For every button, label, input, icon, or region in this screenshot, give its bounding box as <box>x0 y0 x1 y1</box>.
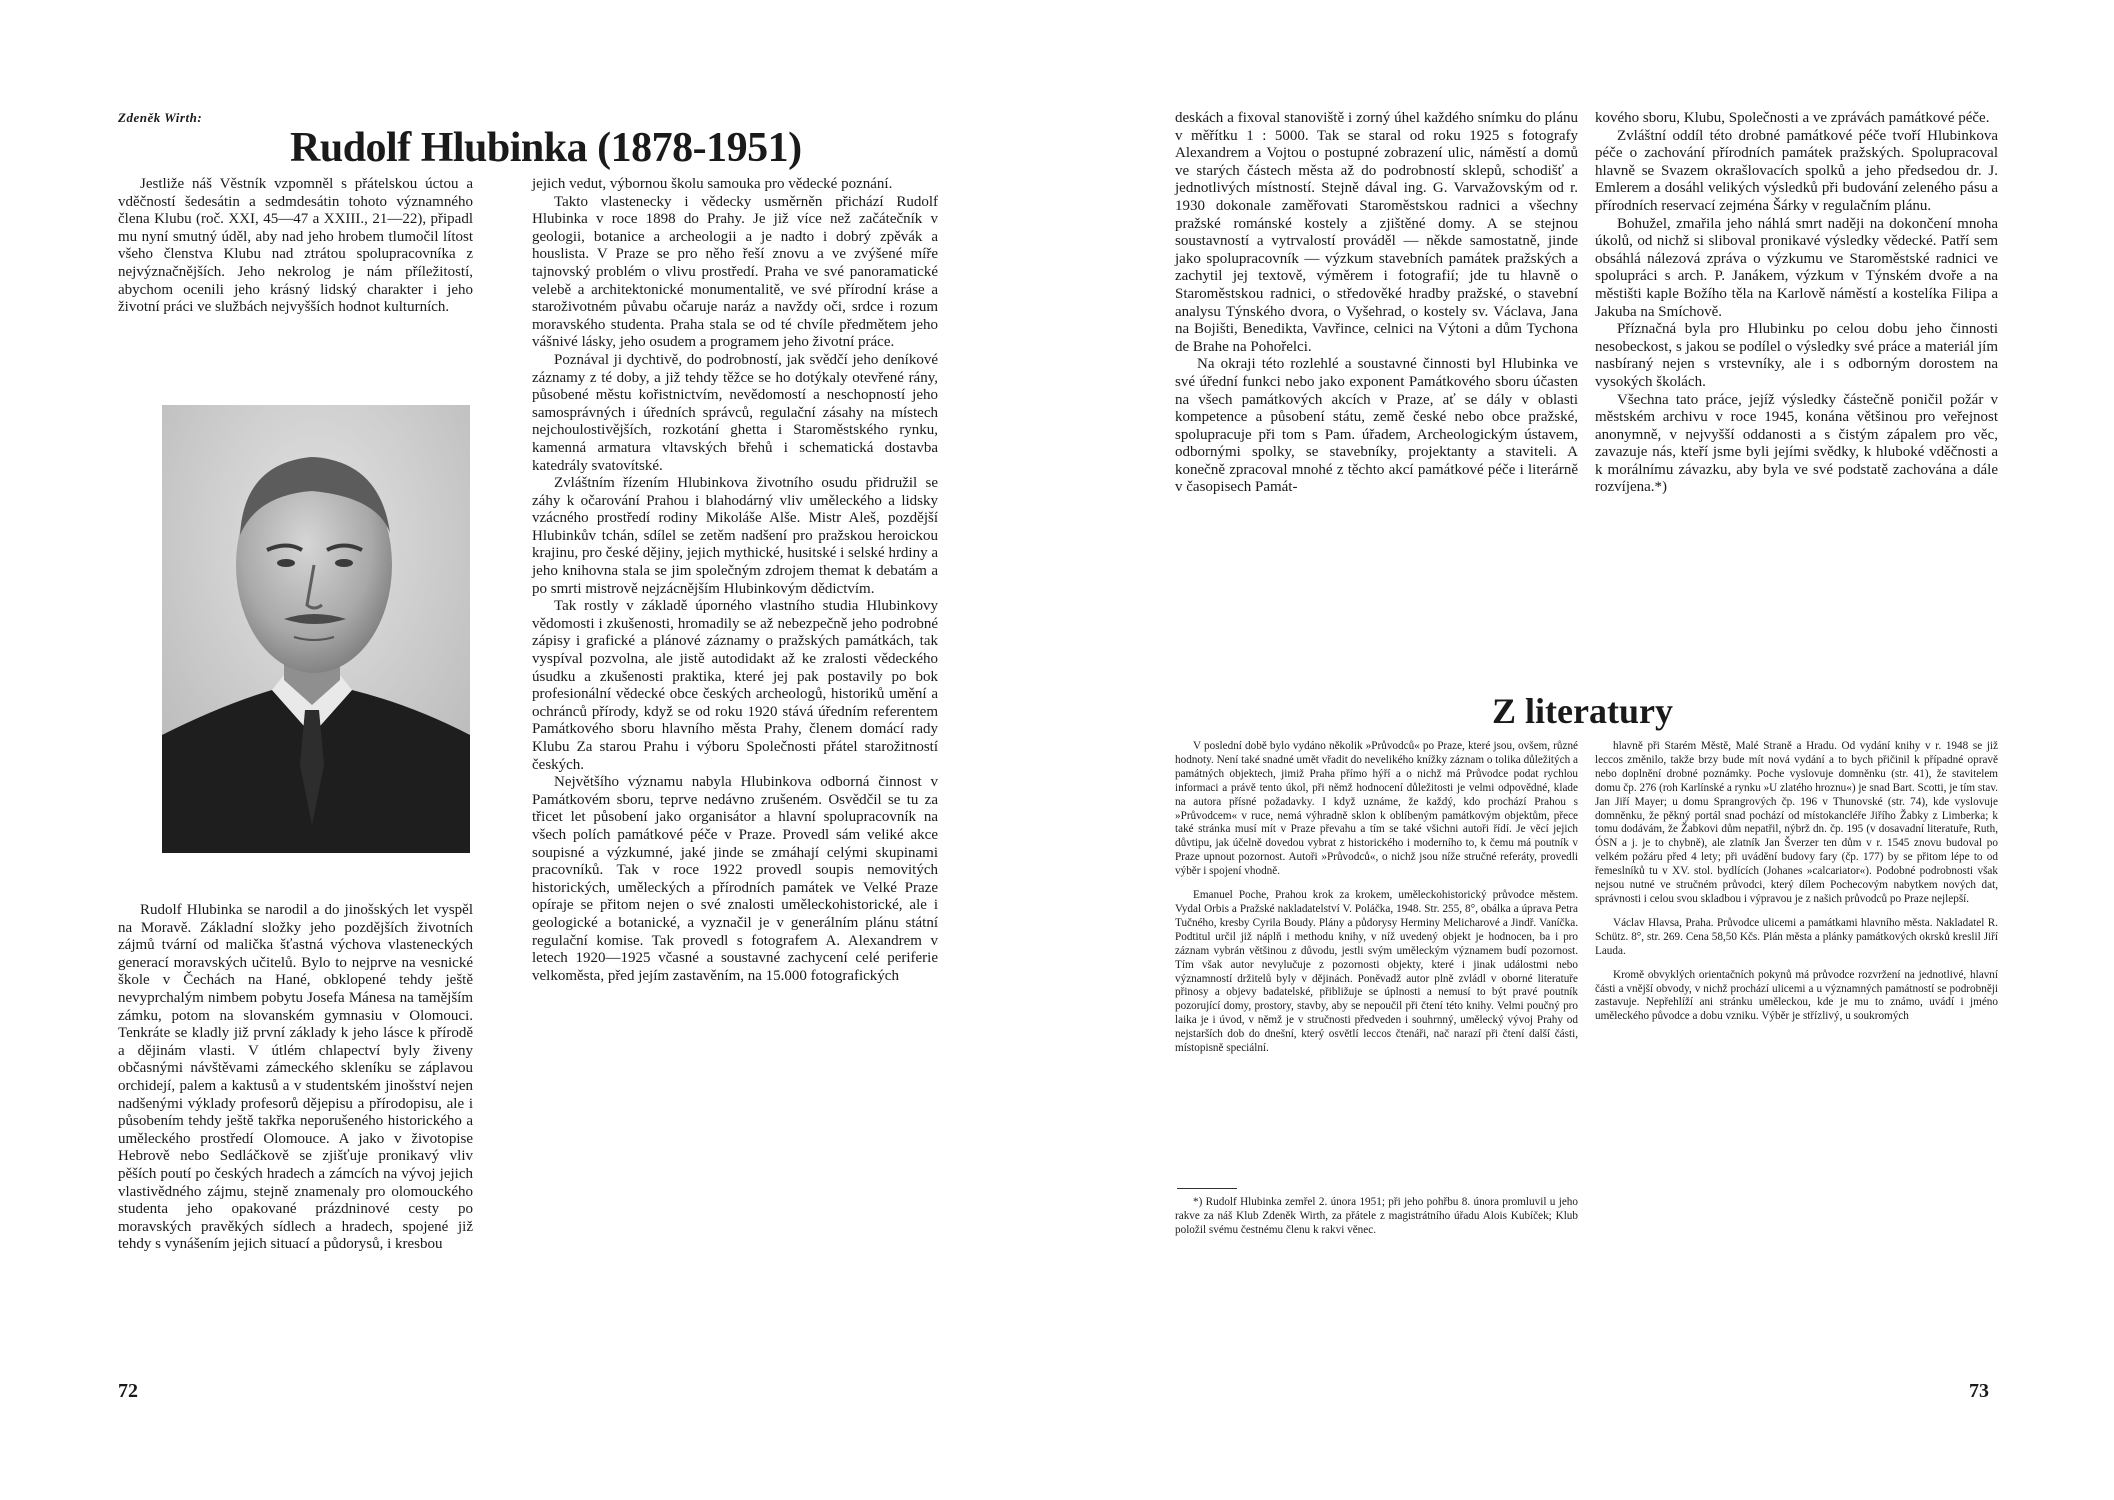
paragraph: Zvláštní oddíl této drobné památkové péče tvoří Hlubinkova péče o zachování přírodních památek pražských. Spolupracoval hlavně se Svazem okrašlovacích spolků a jeho předsedou dr. J. Emlerem a dosáhl velikých výsledků při budování zeleného pásu a přírodních reservací zejména Šárky v regulačním plánu. <box>1595 127 1998 214</box>
paragraph: Největšího významu nabyla Hlubinkova odborná činnost v Památkovém sboru, teprve nedávno zrušeném. Osvědčil se tu za třicet let působení jako organisátor a hlavní spolupracovník na všech polích památkové péče v Praze. Provedl sám veliké akce soupisné a výzkumné, jaké jinde se zmáhají celými skupinami pracovníků. Tak v roce 1922 provedl soupis nemovitých historických, uměleckých a přírodních památek ve Velké Praze opíraje se přitom nejen o své znalosti uměleckohistorické, ale i geologické a botanické, a vyznačil je v generálním plánu státní regulační komise. Tak provedl s fotografem A. Alexandrem v letech 1920—1925 včasné a soustavné zachycení celé periferie velkoměsta, před jejím zastavěním, na 15.000 fotografických <box>532 774 938 984</box>
paragraph: V poslední době bylo vydáno několik »Průvodců« po Praze, které jsou, ovšem, různé hodnoty. Není také snadné umět vřadit do nevelikého knížky záznam o tolika důležitých a památných objektech, jimiž Praha přímo hýří a o nichž má Průvodce podat rychlou informaci a právě tento úkol, při němž hodnocení důležitosti je velmi odpovědné, klade na autora přísné požadavky. I když uznáme, že každý, kdo prochází Prahou s »Průvodcem« v ruce, nemá výhradně sklon k oblíbeným památkovým objektům, přece také stránka musí mít v Praze převahu a tím se také všichni autoři řídí. Je věcí jejich důvtipu, jak účelně dovedou vybrat z historického i moderního to, k čemu má poutník v Praze upnout pozornost. Autoři »Průvodců«, o nichž jsou níže stručné referáty, provedli výběr i spojení vhodně. <box>1175 740 1578 878</box>
paragraph: Takto vlastenecky i vědecky usměrněn přichází Rudolf Hlubinka v roce 1898 do Prahy. Je již více než začátečník v geologii, botanice a archeologii a je nadto i dobrý zpěvák a houslista. V Praze se pro něho řeší znovu a ve zvýšené míře tajnovský problém o vlivu prostředí. Praha ve své panoramatické velebě a architektonické monumentalitě, ve své přírodní kráse a staroživotném půvabu očaruje naráz a navždy oči, srdce i rozum moravského studenta. Praha stala se od té chvíle předmětem jeho vášnivé lásky, jeho osudem a programem jeho životní práce. <box>532 193 938 351</box>
paragraph: Na okraji této rozlehlé a soustavné činnosti byl Hlubinka ve své úřední funkci nebo jako exponent Památkového sboru účasten na všech památkových akcích v Praze, ať se dály v oblasti kompetence a působení státu, země české nebo obce pražské, spolupracuje při tom s Pam. úřadem, Archeologickým ústavem, odbornými spolky, se stavebníky, projektanty a staviteli. A konečně zpracoval mnohé z těchto akcí památkové péče i literárně v časopisech Památ- <box>1175 356 1578 496</box>
literature-col2 <box>1595 740 1998 1024</box>
right-col1 <box>1175 110 1578 497</box>
literature-col1 <box>1175 740 1578 1056</box>
section-title: Z literatury <box>1492 691 1673 731</box>
paragraph: Příznačná byla pro Hlubinku po celou dobu jeho činnosti nesobeckost, s jakou se podílel o výsledky své práce a materiál jím nasbíraný nejen s vrstevníky, ale i s odborným dorostem na vysokých školách. <box>1595 321 1998 390</box>
footnote <box>1175 1196 1578 1238</box>
paragraph: hlavně při Starém Městě, Malé Straně a Hradu. Od vydání knihy v r. 1948 se již leccos změnilo, takže brzy bude mít nová vydání a to bych přičinil k případné opravě nebo doplnění drobné poznámky. Poche vyslovuje domněnku (str. 41), že stavitelem domu čp. 276 (roh Karlínské a rynku »U zlatého hroznu«) je snad Bart. Scotti, je tím stav. Jan Jiří Mayer; u domu Sprangrových čp. 196 v Thunovské (str. 74), kde vyslovuje domněnku, že pěkný portál snad pochází od místokancléře Jiřího Žabky z Limberka; k tomu dodávám, že Žabkovi dům nepatřil, nýbrž dn. čp. 195 (v dosavadní literatuře, Ruth, ÓSN a j. je to chybně), ale zlatník Jan Šverzer ten dům v r. 1545 znovu budoval po velkém požáru před 4 lety; při uvádění budovy fary (čp. 177) by se přitom lépe to od řemeslníků tu v XV. stol. bydlících (Johanes »calcariator«). Podobné podrobnosti však nejsou nutné ve stručném průvodci, který dílem Pochecovým nabytkem nových dat, správnosti i celou svou skladbou i výpravou je z našich průvodců po Praze nejlepší. <box>1595 740 1998 905</box>
left-col1-top <box>118 176 473 317</box>
paragraph: Poznával ji dychtivě, do podrobností, jak svědčí jeho deníkové záznamy z té doby, a již tehdy těžce se ho dotýkaly otevřené rány, působené městu kořistnictvím, nevědomostí a neschopností jeho samosprávných i úředních správců, regulační zásahy na místech nejchoulostivějších, rozkotání ghetta i Staroměstského rynku, kamenná armatura vltavských břehů i schematická dostavba katedrály svatovítské. <box>532 351 938 474</box>
portrait-illustration <box>162 405 470 853</box>
page-number: 73 <box>1969 1380 1989 1402</box>
page-number: 72 <box>118 1380 138 1402</box>
paragraph: Jestliže náš Věstník vzpomněl s přátelskou úctou a vděčností šedesátin a sedmdesátin tohoto významného člena Klubu (roč. XXI, 45—47 a XXIII., 21—22), připadl mu nyní smutný úděl, aby nad jeho hrobem tlumočil lítost všeho členstva Klubu nad ztrátou spolupracovníka z nejvýznačnějších. Jeho nekrolog je nám příležitostí, abychom ocenili jeho krásný lidský charakter i jeho životní práci ve službách nejvyšších hodnot kulturních. <box>118 176 473 316</box>
paragraph: kového sboru, Klubu, Společnosti a ve zprávách památkové péče. <box>1595 110 1990 126</box>
footnote-text: *) Rudolf Hlubinka zemřel 2. února 1951; při jeho pohřbu 8. února promluvil u jeho rakve za náš Klub Zdeněk Wirth, za přátele z magistrátního úřadu Alois Kubíček; Klub položil svému čestnému členu k rakvi věnec. <box>1175 1196 1578 1236</box>
book-review: Emanuel Poche, Prahou krok za krokem, uměleckohistorický průvodce městem. Vydal Orbis a Pražské nakladatelství V. Poláčka, 1948. Str. 255, 8°, obálka a úprava Petra Tučného, kresby Cyrila Boudy. Plány a půdorysy Herminy Melicharové a Jindř. Vaníčka. Podtitul určil již náplň i methodu knihy, v níž uvedený objekt je hodnocen, ba i pro záznam vybrán většinou z důvodu, jestli svým uměleckým významem budí pozornost. Tím však autor nevylučuje z pozornosti objekty, které i jinak událostmi nebo významností držitelů byly v dějinách. Poněvadž autor plně zvládl v oborné literatuře přinosy a objevy badatelské, přibližuje se úplnosti a nemusí to být pravé poutník pozorující domy, prostory, stavby, aby se nepoučil při čtení této knihy. Velmi poučný pro laika je i úvod, v němž je v stručnosti předveden i souhrnný, umělecký vývoj Prahy od nejstarších dob do dnešní, který osvětlí leccos čtenáři, nač narazí při čtení další části, místopisně speciální. <box>1175 889 1578 1055</box>
article-title: Rudolf Hlubinka (1878-1951) <box>290 125 802 171</box>
portrait-photo <box>162 405 470 853</box>
paragraph: jejich vedut, výbornou školu samouka pro vědecké poznání. <box>532 176 893 192</box>
paragraph: Všechna tato práce, jejíž výsledky částečně poničil požár v městském archivu v roce 1945, konána většinou pro veřejnost anonymně, v nejvyšší oddanosti a s čistým zápalem pro věc, zavazuje nás, kteří jsme byli jejími svědky, k hluboké vděčnosti a k morálnímu závazku, aby byla ve své podstatě zachována a dále rozvíjena.*) <box>1595 391 1998 496</box>
left-col2 <box>532 176 938 985</box>
right-page <box>1057 0 2114 1500</box>
paragraph: Zvláštním řízením Hlubinkova životního osudu přidružil se záhy k očarování Prahou i blahodárný vliv uměleckého a lidsky vzácného prostředí rodiny Mikoláše Alše. Mistr Aleš, pozdější Hlubinkův tchán, sdílel se zetěm nadšení pro pražskou heroickou krajinu, pro české dějiny, jejich mythické, husitské i selské hrdiny a jeho knihovna stala se jim společným zdrojem themat k debatám a po smrti mistrově nejzácnějším Hlubinkovým dědictvím. <box>532 475 939 597</box>
book-review: Václav Hlavsa, Praha. Průvodce ulicemi a památkami hlavního města. Nakladatel R. Schütz. 8°, str. 269. Cena 58,50 Kčs. Plán města a plánky památkových okrsků kreslil Jiří Lauda. <box>1595 916 1998 957</box>
paragraph: Kromě obvyklých orientačních pokynů má průvodce rozvržení na jednotlivé, hlavní části a vnější obvody, v nichž prochází ulicemi a u významných památností se podrobněji zastavuje. Nepřehlíží ani stránku uměleckou, kde je mu to známo, uvádí i jméno uměleckého původce a dobu vzniku. Výběr je střízlivý, u soukromých <box>1595 968 1998 1023</box>
footnote-divider <box>1177 1188 1237 1189</box>
author-line: Zdeněk Wirth: <box>118 110 203 125</box>
right-col2 <box>1595 110 1998 497</box>
paragraph: Bohužel, zmařila jeho náhlá smrt naději na dokončení mnoha úkolů, od nichž si sliboval pronikavé výsledky vědecké. Patří sem obsáhlá nálezová zpráva o výzkumu ve Staroměstské radnici ve spolupráci s arch. P. Janákem, výzkum v Týnském dvoře a na městišti kaple Božího těla na Karlově náměstí a kostelíka Filipa a Jakuba na Smíchově. <box>1595 215 1998 320</box>
paragraph: Rudolf Hlubinka se narodil a do jinošských let vyspěl na Moravě. Základní složky jeho pozdějších životních zájmů tvární od malička šťastná výchova vlasteneckých generací moravských učitelů. Bylo to nejprve na vesnické škole v Čechách na Hané, obklopené tehdy ještě nevyprchalým nimbem pobytu Josefa Mánesa na tamějším zámku, potom na slovanském gymnasiu v Olomouci. Tenkráte se kladly již první základy k jeho lásce k přírodě a dějinám vlasti. V útlém chlapectví byly živeny občasnými návštěvami zámeckého skleníku se záplavou orchidejí, palem a kaktusů a v studentském jinošství nejen nadšenými výklady profesorů dějepisu a přírodopisu, ale i působením tehdy ještě takřka neporušeného historického a uměleckého prostředí Olomouce. A jako v životopise Hebrově nebo Sedláčkově se zjišťuje pronikavý vliv pěších poutí po českých hradech a zámcích na vývoj jejich vlastivědného zájmu, stejně znamenaly pro olomouckého studenta jeho opakované prázdninové cesty po moravských pravěkých sídlech a hradech, spojené již tehdy s vynášením jejich situací a půdorysů, i kresbou <box>118 902 473 1253</box>
paragraph: deskách a fixoval stanoviště i zorný úhel každého snímku do plánu v měřítku 1 : 5000. Tak se staral od roku 1925 s fotografy Alexandrem a Vojtou o postupné zobrazení ulic, náměstí a domů ve starých částech města až do podrobností sklepů, schodišť a jednotlivých místností. Stejně dával ing. G. Varvažovským od r. 1930 dokonale zaměřovati Staroměstskou radnici a všechny pražské románské kostely a zjištěné domy. A se stejnou soustavností a vytrvalostí prováděl — někde samostatně, jinde jako spolupracovník — výzkum stavebních památek pražských a zachytil jej textově, výměrem i fotografií; jde tu hlavně o Staroměstskou radnici, o středověké hradby pražské, o stavební analysu Týnského dvora, o Vyšehrad, o kostely sv. Václava, Jana na Bojišti, Benedikta, Vavřince, celnici na Výtoni a dům Tychona de Brahe na Pohořelci. <box>1175 110 1578 355</box>
left-col1-bottom <box>118 902 473 1254</box>
paragraph: Tak rostly v základě úporného vlastního studia Hlubinkovy vědomosti i zkušenosti, hromadily se až nebezpečně jeho podrobné zápisy i grafické a plánové záznamy o pražských památkách, tak vyspíval pozvolna, ale jistě autodidakt až ke zralosti vědeckého úsudku a zkušenosti praktika, které jej pak postavily po bok profesionální vědecké obce českých archeologů, historiků umění a ochránců přírody, když se od roku 1920 stává úředním referentem Památkového sboru hlavního města Prahy, členem domácí rady Klubu Za starou Prahu i výboru Společnosti přátel starožitností českých. <box>532 598 938 773</box>
